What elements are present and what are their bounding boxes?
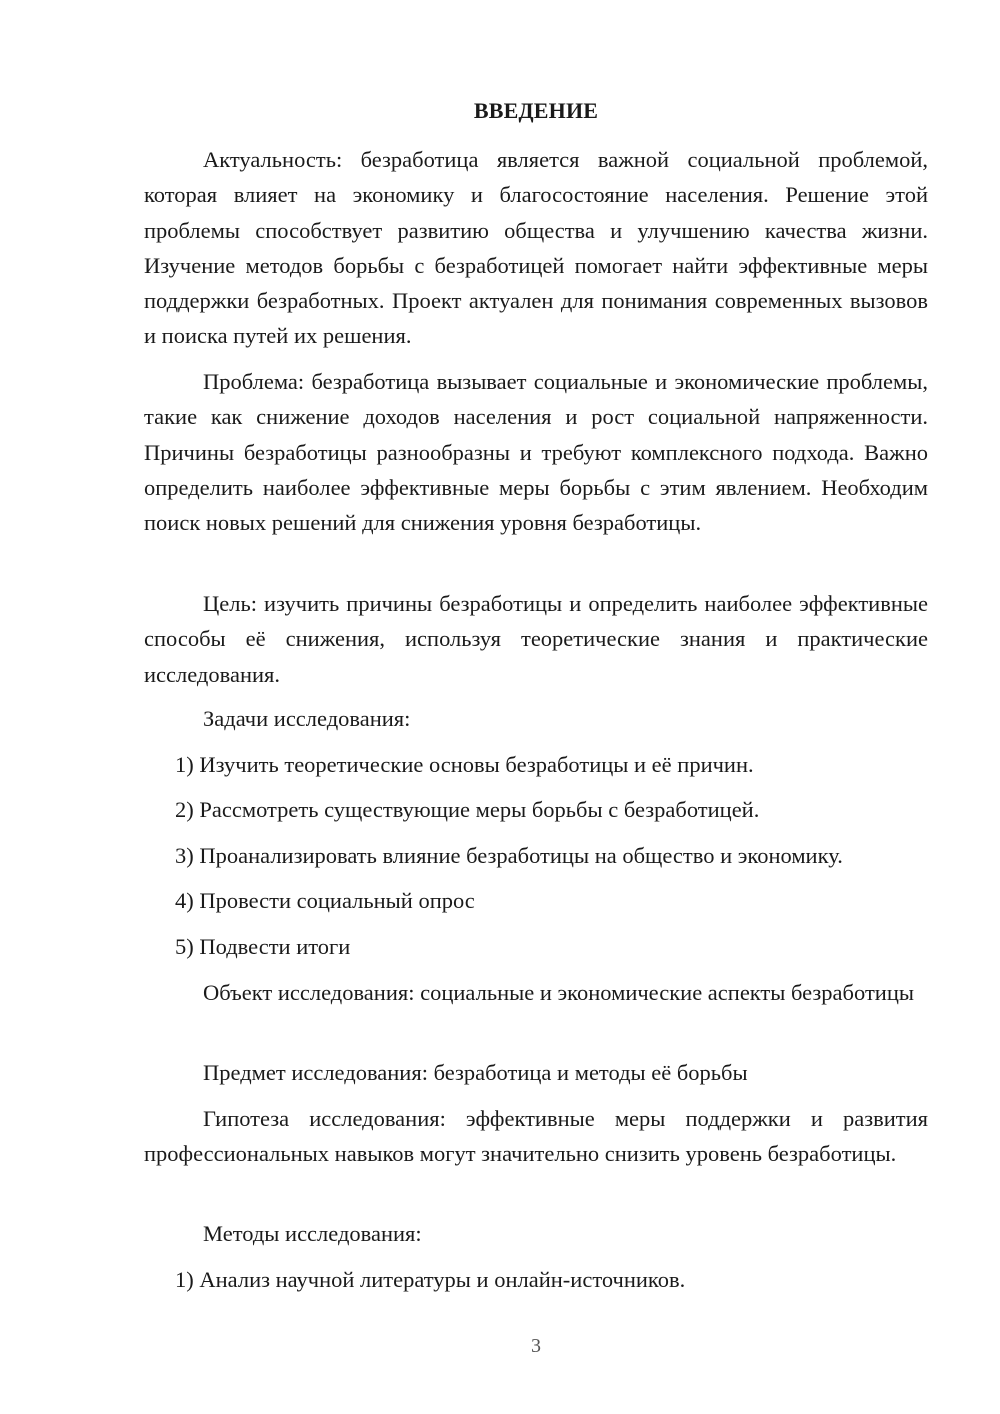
task-item: 4) Провести социальный опрос [175, 888, 475, 913]
relevance-paragraph: Актуальность: безработица является важной социальной проблемой, которая влияет на экономику и благосостояние населения. Решение этой проблемы способствует развитию общества и улучшению качества жизни. Изучение методов борьбы с безработицей помогает найти эффективные меры поддержки безработных. Проект актуален для понимания современных вызовов и поиска путей их решения. [144, 147, 928, 349]
task-item: 3) Проанализировать влияние безработицы на общество и экономику. [175, 843, 843, 868]
problem-paragraph: Проблема: безработица вызывает социальные и экономические проблемы, такие как снижение доходов населения и рост социальной напряженности. Причины безработицы разнообразны и требуют комплексного подхода. Важно определить наиболее эффективные меры борьбы с этим явлением. Необходим поиск новых решений для снижения уровня безработицы. [144, 369, 928, 536]
methods-heading: Методы исследования: [203, 1221, 422, 1246]
tasks-heading: Задачи исследования: [203, 706, 411, 731]
hypothesis-paragraph: Гипотеза исследования: эффективные меры поддержки и развития профессиональных навыков могут значительно снизить уровень безработицы. [144, 1106, 928, 1167]
page-number: 3 [531, 1335, 541, 1357]
object-paragraph: Объект исследования: социальные и экономические аспекты безработицы [203, 980, 914, 1005]
task-item: 1) Изучить теоретические основы безработицы и её причин. [175, 752, 754, 777]
subject-line: Предмет исследования: безработица и методы её борьбы [203, 1060, 748, 1085]
section-title: ВВЕДЕНИЕ [473, 98, 599, 123]
goal-paragraph: Цель: изучить причины безработицы и определить наиболее эффективные способы её снижения, используя теоретические знания и практические исследования. [144, 591, 928, 687]
method-item: 1) Анализ научной литературы и онлайн-источников. [175, 1267, 686, 1292]
task-item: 2) Рассмотреть существующие меры борьбы с безработицей. [175, 797, 760, 822]
task-item: 5) Подвести итоги [175, 934, 351, 959]
